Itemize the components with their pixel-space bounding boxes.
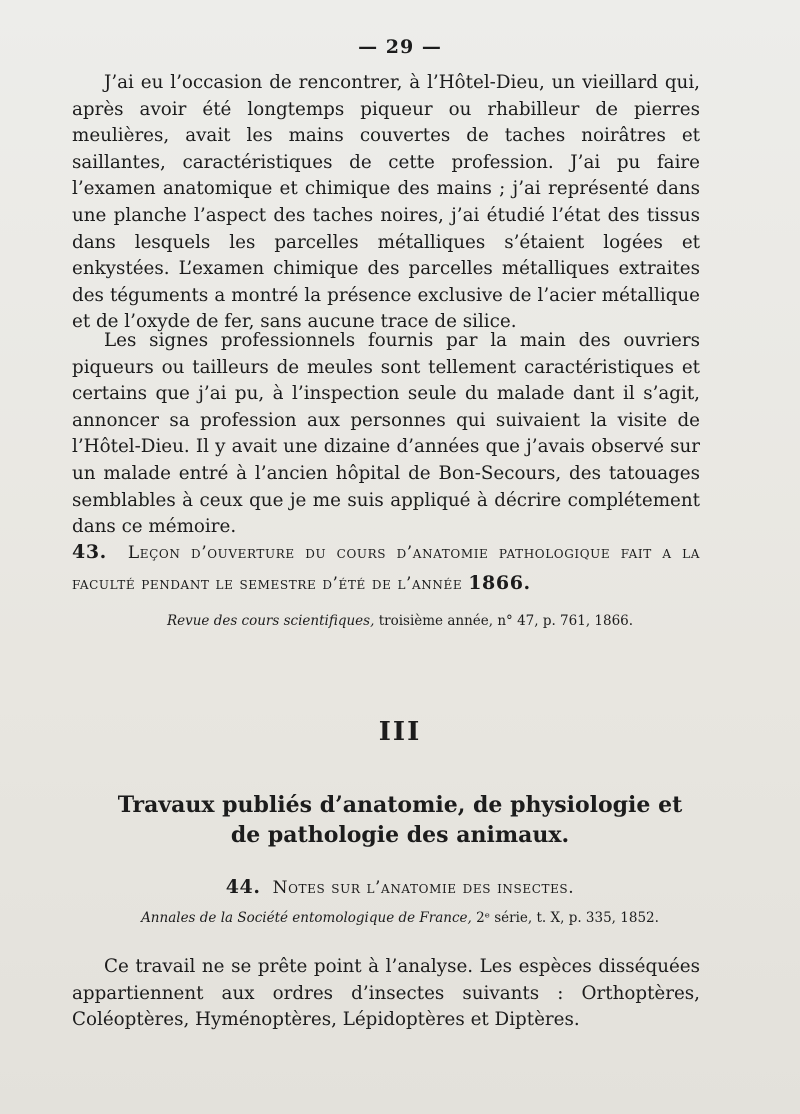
entry-title-line-2: faculté pendant le semestre d’été de l’année xyxy=(72,574,463,594)
paragraph-text: J’ai eu l’occasion de rencontrer, à l’Hôtel-Dieu, un vieillard qui, après avoir été longtemps piqueur ou rhabilleur de pierres meulières, avait les mains couvertes de taches noirâtres et saillantes, caractéristiques de cette profession. J’ai pu faire l’examen anatomique et chimique des mains ; j’ai représenté dans une planche l’aspect des taches noires, j’ai étudié l’état des tissus dans lesquels les parcelles métalliques s’étaient logées et enkystées. L’examen chimique des parcelles métalliques extraites des téguments a montré la présence exclusive de l’acier métallique et de l’oxyde de fer, sans aucune trace de silice. xyxy=(72,72,700,333)
paragraph-text: Les signes professionnels fournis par la main des ouvriers piqueurs ou tailleurs de meules sont tellement caractéristiques et certains que j’ai pu, à l’inspection seule du malade dant il s’agit, annoncer sa profession aux personnes qui suivaient la visite de l’Hôtel-Dieu. Il y avait une dizaine d’années que j’avais observé sur un malade entré à l’ancien hôpital de Bon-Secours, des tatouages semblables à ceux que je me suis appliqué à décrire complétement dans ce mémoire. xyxy=(72,330,700,538)
reference-journal: Annales de la Société entomologique de France, xyxy=(141,910,472,926)
entry-44-heading xyxy=(0,872,800,903)
reference-details: 2ᵉ série, t. X, p. 335, 1852. xyxy=(476,910,659,926)
page-number: — 29 — xyxy=(358,36,442,58)
entry-title: Notes sur l’anatomie des insectes. xyxy=(272,878,575,898)
entry-43-heading xyxy=(72,537,700,599)
entry-number: 44. xyxy=(225,876,261,898)
section-numeral: III xyxy=(378,717,422,747)
paragraph-hotel-dieu-case xyxy=(72,70,700,336)
section-title: Travaux publiés d’anatomie, de physiologie et de pathologie des animaux. xyxy=(117,792,683,848)
entry-number: 43. xyxy=(72,541,107,563)
paragraph-professional-signs xyxy=(72,328,700,541)
entry-title-line-1: Leçon d’ouverture du cours d’anatomie pathologique fait a la xyxy=(127,543,700,563)
reference-journal: Revue des cours scientifiques, xyxy=(166,613,375,629)
paragraph-text: Ce travail ne se prête point à l’analyse. Les espèces disséquées appartiennent aux ordres d’insectes suivants : Orthoptères, Coléoptères, Hyménoptères, Lépidoptères et Diptères. xyxy=(72,956,700,1031)
entry-44-reference xyxy=(0,909,800,927)
entry-year: 1866. xyxy=(468,572,531,594)
entry-43-reference xyxy=(0,612,800,630)
paragraph-insect-orders xyxy=(72,954,700,1034)
reference-details: troisième année, n° 47, p. 761, 1866. xyxy=(378,613,634,629)
